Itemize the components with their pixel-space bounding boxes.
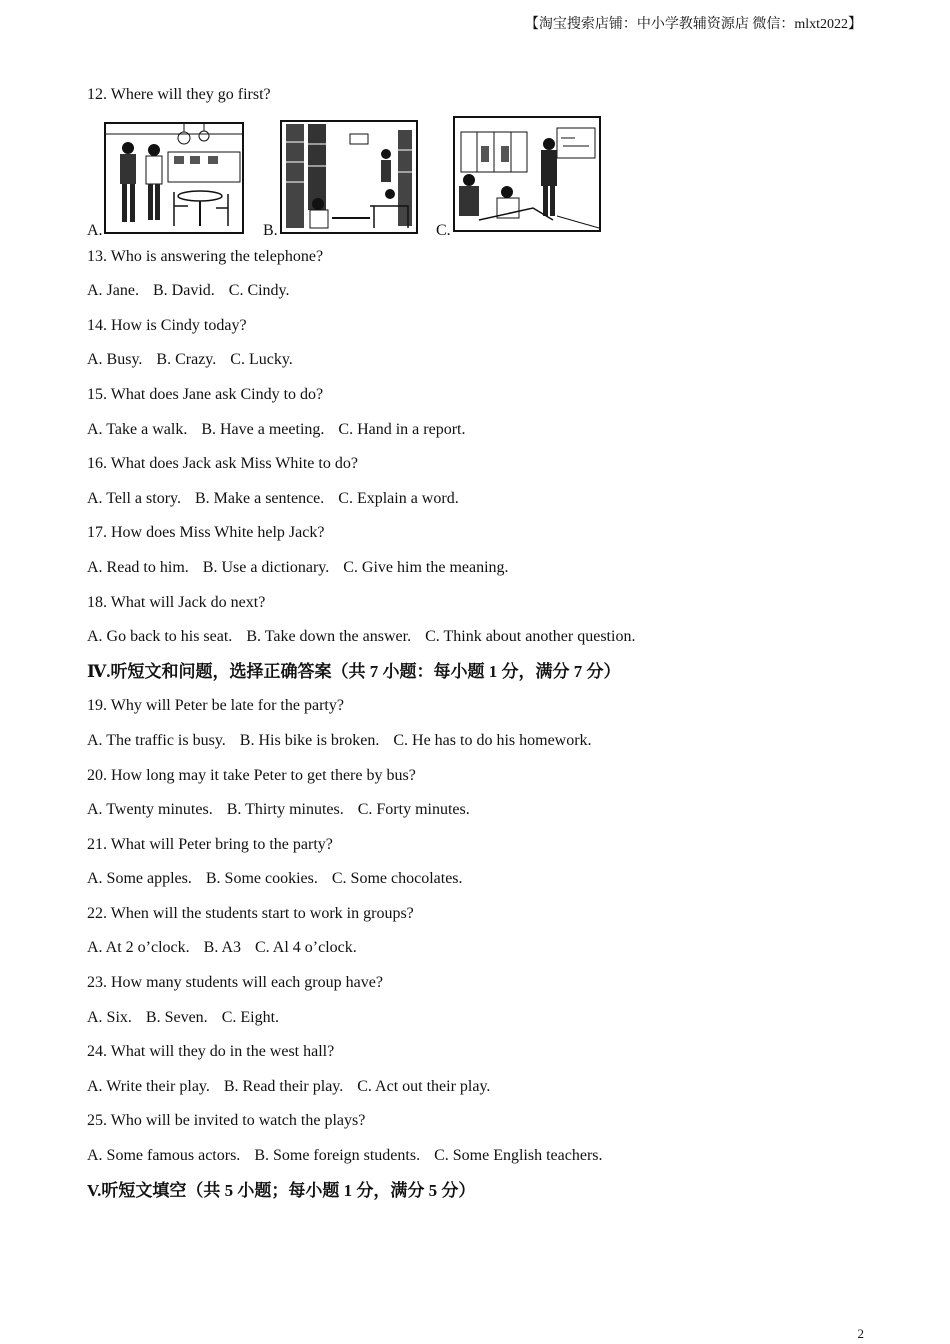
- cafe-picture: [104, 122, 244, 234]
- question-text: 14. How is Cindy today?: [87, 316, 247, 334]
- answer-option: B. David.: [152, 282, 215, 300]
- answer-options: [87, 1139, 887, 1174]
- picture-option-c-label: C.: [436, 221, 451, 239]
- answer-option: C. Forty minutes.: [357, 801, 470, 819]
- answer-option: A. Some apples.: [87, 870, 192, 888]
- section-heading: Ⅳ.听短文和问题，选择正确答案（共 7 小题：每小题 1 分，满分 7 分）: [87, 661, 621, 681]
- question-text: 15. What does Jane ask Cindy to do?: [87, 385, 324, 403]
- answer-option: C. Lucky.: [230, 351, 293, 369]
- answer-option: C. Think about another question.: [425, 628, 636, 646]
- answer-option: A. Some famous actors.: [87, 1147, 241, 1165]
- answer-option: C. He has to do his homework.: [393, 731, 592, 749]
- answer-option: C. Hand in a report.: [338, 420, 466, 438]
- answer-option: B. Some cookies.: [205, 870, 318, 888]
- question-12-pictures: [87, 116, 887, 240]
- answer-options: [87, 862, 887, 897]
- question-text: 17. How does Miss White help Jack?: [87, 524, 325, 542]
- page-header: 【淘宝搜索店铺：中小学教辅资源店 微信：mlxt2022】: [524, 17, 862, 32]
- answer-option: A. At 2 o’clock.: [87, 939, 190, 957]
- question-text: 18. What will Jack do next?: [87, 593, 266, 611]
- page-number: 2: [857, 1326, 864, 1341]
- answer-option: A. Go back to his seat.: [87, 628, 233, 646]
- answer-options: [87, 482, 887, 517]
- question-text: 13. Who is answering the telephone?: [87, 247, 324, 265]
- picture-option-b-label: B.: [263, 221, 278, 239]
- answer-options: [87, 931, 887, 966]
- question-text: 22. When will the students start to work in groups?: [87, 904, 414, 922]
- answer-option: B. A3: [203, 939, 241, 957]
- classroom-picture: [453, 116, 601, 232]
- question-text: 21. What will Peter bring to the party?: [87, 835, 333, 853]
- answer-option: A. Busy.: [87, 351, 143, 369]
- answer-option: B. Make a sentence.: [194, 489, 325, 507]
- answer-options: [87, 1070, 887, 1105]
- exam-content: [87, 78, 887, 1208]
- answer-option: A. Six.: [87, 1008, 132, 1026]
- answer-option: C. Cindy.: [228, 282, 290, 300]
- answer-option: A. The traffic is busy.: [87, 731, 226, 749]
- answer-option: C. Eight.: [221, 1008, 280, 1026]
- answer-option: B. Read their play.: [223, 1077, 344, 1095]
- answer-option: B. His bike is broken.: [239, 731, 380, 749]
- answer-option: B. Use a dictionary.: [202, 558, 330, 576]
- answer-option: B. Have a meeting.: [201, 420, 325, 438]
- question-text: 24. What will they do in the west hall?: [87, 1043, 335, 1061]
- answer-options: [87, 274, 887, 309]
- answer-option: A. Tell a story.: [87, 489, 181, 507]
- answer-options: [87, 620, 887, 655]
- answer-option: A. Take a walk.: [87, 420, 188, 438]
- answer-option: B. Seven.: [145, 1008, 208, 1026]
- answer-option: A. Write their play.: [87, 1077, 210, 1095]
- answer-options: [87, 343, 887, 378]
- answer-options: [87, 724, 887, 759]
- section-heading: V.听短文填空（共 5 小题；每小题 1 分，满分 5 分）: [87, 1180, 476, 1200]
- question-text: 16. What does Jack ask Miss White to do?: [87, 455, 358, 473]
- answer-option: A. Twenty minutes.: [87, 801, 213, 819]
- question-text: 20. How long may it take Peter to get there by bus?: [87, 766, 416, 784]
- answer-option: C. Some English teachers.: [434, 1147, 603, 1165]
- answer-option: A. Jane.: [87, 282, 139, 300]
- library-picture: [280, 120, 418, 234]
- answer-option: B. Take down the answer.: [246, 628, 412, 646]
- answer-options: [87, 793, 887, 828]
- answer-option: C. Explain a word.: [338, 489, 459, 507]
- answer-option: A. Read to him.: [87, 558, 189, 576]
- answer-options: [87, 1001, 887, 1036]
- question-text: 25. Who will be invited to watch the plays?: [87, 1112, 366, 1130]
- answer-option: B. Crazy.: [156, 351, 217, 369]
- answer-option: C. Some chocolates.: [331, 870, 463, 888]
- answer-option: C. Al 4 o’clock.: [255, 939, 357, 957]
- picture-option-a-label: A.: [87, 221, 103, 239]
- question-text: 19. Why will Peter be late for the party?: [87, 697, 344, 715]
- question-list: [87, 240, 887, 1209]
- question-text: 23. How many students will each group have?: [87, 974, 383, 992]
- answer-options: [87, 551, 887, 586]
- answer-option: B. Thirty minutes.: [226, 801, 344, 819]
- answer-options: [87, 413, 887, 448]
- answer-option: C. Act out their play.: [357, 1077, 491, 1095]
- question-12: 12. Where will they go first?: [87, 86, 271, 103]
- answer-option: B. Some foreign students.: [254, 1147, 421, 1165]
- answer-option: C. Give him the meaning.: [343, 558, 509, 576]
